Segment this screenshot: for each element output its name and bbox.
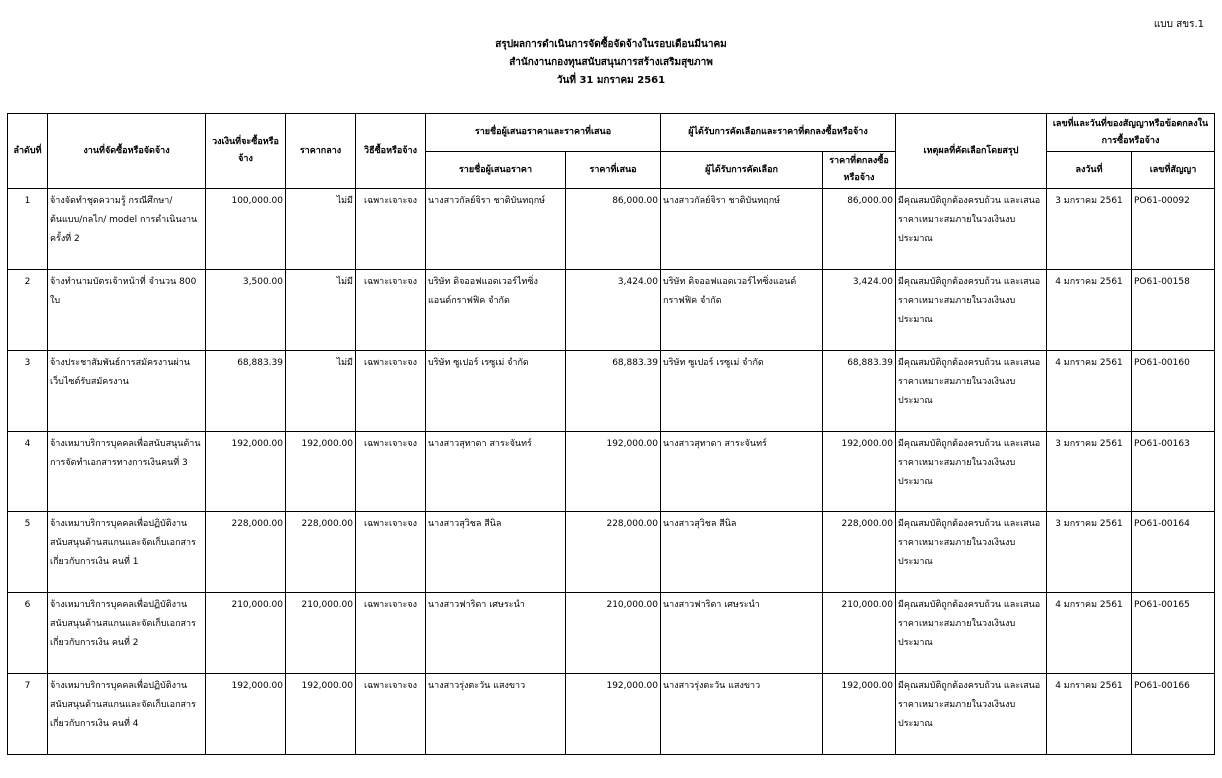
cell-no: 5 (8, 512, 48, 593)
cell-agreed-price: 86,000.00 (823, 189, 896, 270)
cell-work: จ้างประชาสัมพันธ์การสมัครงานผ่านเว็บไซต์รับสมัครงาน (48, 350, 206, 431)
cell-budget: 228,000.00 (206, 512, 286, 593)
cell-bidder-name: นางสาวสุวิชล สีนิล (426, 512, 566, 593)
header-no: ลำดับที่ (8, 114, 48, 189)
cell-selected-name: บริษัท ดิจออฟแอดเวอร์ไทซิ่งแอนด์ กราฟฟิค จำกัด (661, 269, 823, 350)
cell-bid-price: 228,000.00 (566, 512, 661, 593)
cell-budget: 68,883.39 (206, 350, 286, 431)
form-code: แบบ สขร.1 (1153, 19, 1204, 30)
cell-method: เฉพาะเจาะจง (356, 431, 426, 512)
cell-method: เฉพาะเจาะจง (356, 269, 426, 350)
header-selected-name: ผู้ได้รับการคัดเลือก (661, 152, 823, 189)
cell-contract-date: 3 มกราคม 2561 (1047, 512, 1132, 593)
table-body (8, 189, 1215, 755)
cell-budget: 210,000.00 (206, 593, 286, 674)
cell-work: จ้างจัดทำชุดความรู้ กรณีศึกษา/ต้นแบบ/กลไก/ model การดำเนินงาน ครั้งที่ 2 (48, 189, 206, 270)
header-method: วิธีซื้อหรือจ้าง (356, 114, 426, 189)
cell-selected-name: นางสาวสุวิชล สีนิล (661, 512, 823, 593)
cell-bidder-name: บริษัท ซูเปอร์ เรซูเม่ จำกัด (426, 350, 566, 431)
cell-contract-date: 4 มกราคม 2561 (1047, 674, 1132, 755)
cell-contract-no: PO61-00092 (1132, 189, 1215, 270)
cell-bidder-name: บริษัท ดิจออฟแอดเวอร์ไทซิ่ง แอนด์กราฟฟิค จำกัด (426, 269, 566, 350)
cell-no: 2 (8, 269, 48, 350)
table-row (8, 269, 1215, 350)
header-row (8, 114, 1215, 152)
cell-work: จ้างเหมาบริการบุคคลเพื่อปฏิบัติงานสนับสนุนด้านสแกนและจัดเก็บเอกสารเกี่ยวกับการเงิน คนที่ 2 (48, 593, 206, 674)
cell-method: เฉพาะเจาะจง (356, 512, 426, 593)
organization-name: สำนักงานกองทุนสนับสนุนการสร้างเสริมสุขภาพ (509, 57, 713, 68)
cell-contract-no: PO61-00158 (1132, 269, 1215, 350)
cell-no: 7 (8, 674, 48, 755)
cell-budget: 192,000.00 (206, 431, 286, 512)
cell-work: จ้างเหมาบริการบุคคลเพื่อสนับสนุนด้านการจัดทำเอกสารทางการเงินคนที่ 3 (48, 431, 206, 512)
cell-median-price: 192,000.00 (286, 674, 356, 755)
header-budget: วงเงินที่จะซื้อหรือจ้าง (206, 114, 286, 189)
header-contract-group: เลขที่และวันที่ของสัญญาหรือข้อตกลงในการซื้อหรือจ้าง (1047, 114, 1215, 152)
cell-method: เฉพาะเจาะจง (356, 189, 426, 270)
cell-contract-date: 4 มกราคม 2561 (1047, 350, 1132, 431)
cell-work: จ้างเหมาบริการบุคคลเพื่อปฏิบัติงานสนับสนุนด้านสแกนและจัดเก็บเอกสารเกี่ยวกับการเงิน คนที่ 1 (48, 512, 206, 593)
cell-bid-price: 68,883.39 (566, 350, 661, 431)
cell-agreed-price: 228,000.00 (823, 512, 896, 593)
cell-selected-name: บริษัท ซูเปอร์ เรซูเม่ จำกัด (661, 350, 823, 431)
cell-no: 3 (8, 350, 48, 431)
cell-reason: มีคุณสมบัติถูกต้องครบถ้วน และเสนอราคาเหมาะสมภายในวงเงินงบประมาณ (896, 512, 1047, 593)
cell-selected-name: นางสาวกัลย์จิรา ชาติบันทฤกษ์ (661, 189, 823, 270)
table-row (8, 431, 1215, 512)
cell-median-price: ไม่มี (286, 189, 356, 270)
header-bidder-name: รายชื่อผู้เสนอราคา (426, 152, 566, 189)
cell-contract-no: PO61-00163 (1132, 431, 1215, 512)
table-row (8, 674, 1215, 755)
cell-agreed-price: 3,424.00 (823, 269, 896, 350)
procurement-table (7, 113, 1215, 755)
cell-bidder-name: นางสาวสุทาดา สาระจันทร์ (426, 431, 566, 512)
cell-no: 4 (8, 431, 48, 512)
cell-method: เฉพาะเจาะจง (356, 593, 426, 674)
document-date: วันที่ 31 มกราคม 2561 (556, 75, 666, 86)
document-header (0, 36, 1222, 90)
cell-work: จ้างเหมาบริการบุคคลเพื่อปฏิบัติงานสนับสนุนด้านสแกนและจัดเก็บเอกสารเกี่ยวกับการเงิน คนที่ 4 (48, 674, 206, 755)
header-contract-date: ลงวันที่ (1047, 152, 1132, 189)
cell-median-price: ไม่มี (286, 269, 356, 350)
cell-bid-price: 192,000.00 (566, 431, 661, 512)
header-selected-group: ผู้ได้รับการคัดเลือกและราคาที่ตกลงซื้อหรือจ้าง (661, 114, 896, 152)
cell-bid-price: 3,424.00 (566, 269, 661, 350)
cell-agreed-price: 68,883.39 (823, 350, 896, 431)
cell-selected-name: นางสาวรุ่งตะวัน แสงขาว (661, 674, 823, 755)
cell-contract-date: 4 มกราคม 2561 (1047, 269, 1132, 350)
header-bid-price: ราคาที่เสนอ (566, 152, 661, 189)
cell-selected-name: นางสาวฟาริดา เศษระนำ (661, 593, 823, 674)
document-title: สรุปผลการดำเนินการจัดซื้อจัดจ้างในรอบเดือนมีนาคม (495, 39, 727, 50)
cell-bidder-name: นางสาวฟาริดา เศษระนำ (426, 593, 566, 674)
table-row (8, 189, 1215, 270)
cell-method: เฉพาะเจาะจง (356, 350, 426, 431)
cell-no: 6 (8, 593, 48, 674)
cell-agreed-price: 192,000.00 (823, 674, 896, 755)
cell-selected-name: นางสาวสุทาดา สาระจันทร์ (661, 431, 823, 512)
cell-reason: มีคุณสมบัติถูกต้องครบถ้วน และเสนอราคาเหมาะสมภายในวงเงินงบประมาณ (896, 674, 1047, 755)
cell-bidder-name: นางสาวกัลย์จิรา ชาติบันทฤกษ์ (426, 189, 566, 270)
cell-median-price: ไม่มี (286, 350, 356, 431)
cell-budget: 3,500.00 (206, 269, 286, 350)
cell-bid-price: 210,000.00 (566, 593, 661, 674)
cell-bid-price: 192,000.00 (566, 674, 661, 755)
cell-contract-date: 4 มกราคม 2561 (1047, 593, 1132, 674)
cell-contract-date: 3 มกราคม 2561 (1047, 431, 1132, 512)
cell-contract-date: 3 มกราคม 2561 (1047, 189, 1132, 270)
header-bidders-group: รายชื่อผู้เสนอราคาและราคาที่เสนอ (426, 114, 661, 152)
cell-budget: 100,000.00 (206, 189, 286, 270)
cell-bid-price: 86,000.00 (566, 189, 661, 270)
cell-work: จ้างทำนามบัตรเจ้าหน้าที่ จำนวน 800 ใบ (48, 269, 206, 350)
cell-bidder-name: นางสาวรุ่งตะวัน แสงขาว (426, 674, 566, 755)
cell-median-price: 210,000.00 (286, 593, 356, 674)
header-contract-no: เลขที่สัญญา (1132, 152, 1215, 189)
header-median-price: ราคากลาง (286, 114, 356, 189)
cell-budget: 192,000.00 (206, 674, 286, 755)
header-work: งานที่จัดซื้อหรือจัดจ้าง (48, 114, 206, 189)
cell-contract-no: PO61-00160 (1132, 350, 1215, 431)
cell-median-price: 228,000.00 (286, 512, 356, 593)
table-row (8, 593, 1215, 674)
cell-no: 1 (8, 189, 48, 270)
cell-contract-no: PO61-00164 (1132, 512, 1215, 593)
cell-reason: มีคุณสมบัติถูกต้องครบถ้วน และเสนอราคาเหมาะสมภายในวงเงินงบประมาณ (896, 593, 1047, 674)
header-agreed-price: ราคาที่ตกลงซื้อหรือจ้าง (823, 152, 896, 189)
header-reason: เหตุผลที่คัดเลือกโดยสรุป (896, 114, 1047, 189)
cell-contract-no: PO61-00166 (1132, 674, 1215, 755)
cell-agreed-price: 192,000.00 (823, 431, 896, 512)
cell-agreed-price: 210,000.00 (823, 593, 896, 674)
cell-reason: มีคุณสมบัติถูกต้องครบถ้วน และเสนอราคาเหมาะสมภายในวงเงินงบประมาณ (896, 431, 1047, 512)
table-row (8, 512, 1215, 593)
cell-median-price: 192,000.00 (286, 431, 356, 512)
cell-reason: มีคุณสมบัติถูกต้องครบถ้วน และเสนอราคาเหมาะสมภายในวงเงินงบประมาณ (896, 350, 1047, 431)
table-row (8, 350, 1215, 431)
cell-reason: มีคุณสมบัติถูกต้องครบถ้วน และเสนอราคาเหมาะสมภายในวงเงินงบประมาณ (896, 269, 1047, 350)
cell-method: เฉพาะเจาะจง (356, 674, 426, 755)
cell-reason: มีคุณสมบัติถูกต้องครบถ้วน และเสนอราคาเหมาะสมภายในวงเงินงบประมาณ (896, 189, 1047, 270)
cell-contract-no: PO61-00165 (1132, 593, 1215, 674)
